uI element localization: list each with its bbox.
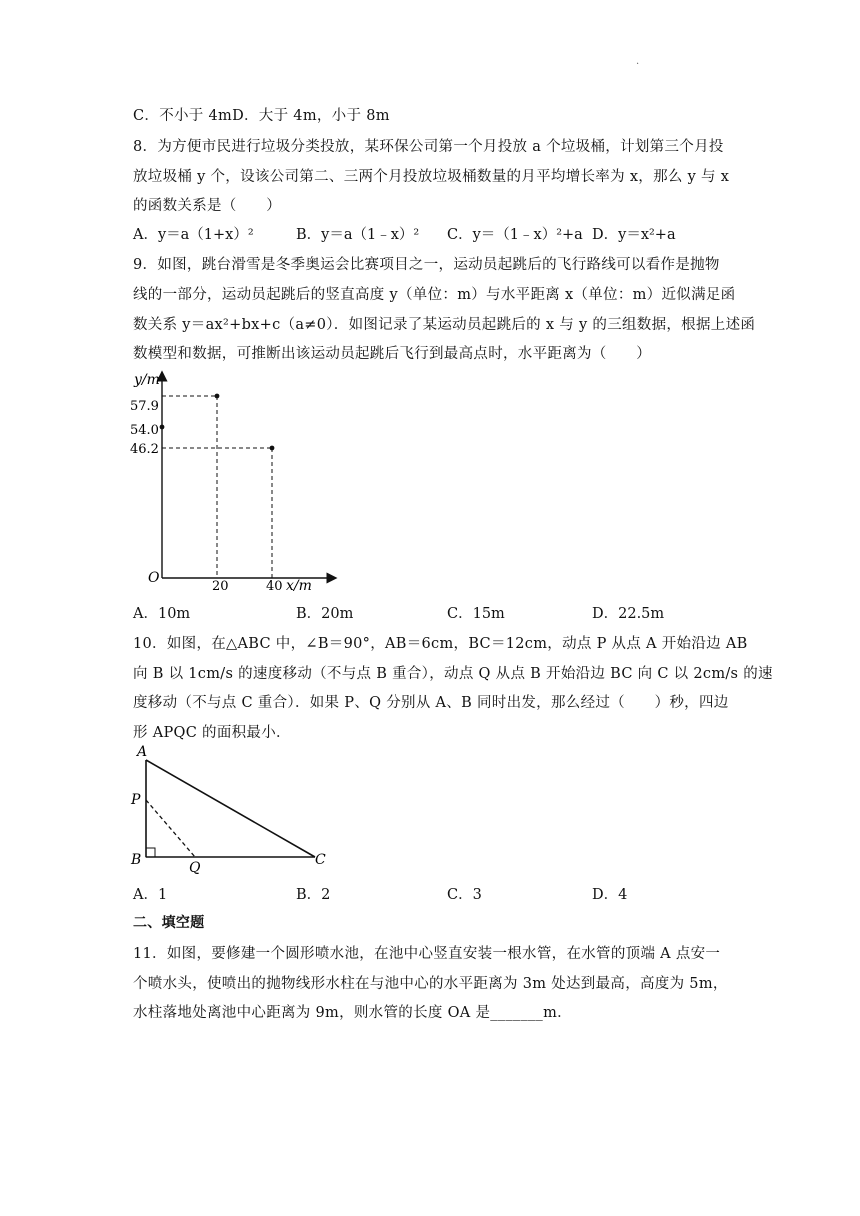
q10-triangle-figure [125, 742, 340, 877]
q8-line-3: 的函数关系是（ ） [133, 198, 281, 214]
q10-line-4: 形 APQC 的面积最小． [133, 725, 291, 741]
q9-data-marks [160, 394, 275, 578]
q10-option-c: C．3 [447, 887, 482, 903]
section-title-fill-in: 二、填空题 [133, 915, 205, 931]
q9-line-3: 数关系 y＝ax²+bx+c（a≠0）．如图记录了某运动员起跳后的 x 与 y 的三组数据，根据上述函 [133, 317, 756, 333]
q10-line-1: 10．如图，在△ABC 中，∠B＝90°，AB＝6cm，BC＝12cm，动点 P 从点 A 开始沿边 AB [133, 636, 748, 652]
data-point [270, 446, 275, 451]
label-q: Q [189, 860, 201, 876]
x-tick-label: 20 [212, 579, 229, 593]
q11-line-2: 个喷水头，使喷出的抛物线形水柱在与池中心的水平距离为 3m 处达到最高，高度为 5m， [133, 976, 728, 992]
q9-option-c: C．15m [447, 606, 505, 622]
q9-option-b: B．20m [296, 606, 354, 622]
y-tick-label: 46.2 [130, 442, 159, 457]
q7-options-tail: C．不小于 4mD．大于 4m，小于 8m [133, 108, 390, 124]
data-point [215, 394, 220, 399]
right-angle-mark [146, 848, 155, 857]
x-axis-label: x/m [286, 578, 312, 593]
label-b: B [131, 852, 142, 868]
q8-line-2: 放垃圾桶 y 个，设该公司第二、三两个月投放垃圾桶数量的月平均增长率为 x，那么 y 与 x [133, 169, 730, 185]
q9-option-d: D．22.5m [592, 606, 665, 622]
q10-line-3: 度移动（不与点 C 重合）．如果 P、Q 分别从 A、B 同时出发，那么经过（ ）秒，四边 [133, 695, 729, 711]
q10-option-b: B．2 [296, 887, 331, 903]
y-axis-label: y/m [134, 372, 160, 388]
y-tick-label: 54.0 [130, 423, 159, 438]
origin-label: O [148, 570, 160, 586]
q8-option-b: B．y＝a（1﹣x）² [296, 227, 420, 243]
q9-graph [120, 368, 350, 593]
q9-option-a: A．10m [133, 606, 191, 622]
data-point [160, 425, 165, 430]
q8-option-d: D．y＝x²+a [592, 227, 676, 243]
q10-option-a: A．1 [133, 887, 168, 903]
x-tick-label: 40 [266, 579, 283, 593]
q8-option-a: A．y＝a（1+x）² [133, 227, 254, 243]
page-mark: . [636, 56, 640, 67]
q9-line-1: 9．如图，跳台滑雪是冬季奥运会比赛项目之一，运动员起跳后的飞行路线可以看作是抛物 [133, 257, 720, 273]
y-tick-label: 57.9 [130, 399, 159, 414]
label-p: P [131, 792, 141, 808]
q8-line-1: 8．为方便市民进行垃圾分类投放，某环保公司第一个月投放 a 个垃圾桶，计划第三个月投 [133, 139, 724, 155]
q9-line-2: 线的一部分，运动员起跳后的竖直高度 y（单位：m）与水平距离 x（单位：m）近似满足函 [133, 287, 736, 303]
label-a: A [137, 744, 148, 760]
q9-line-4: 数模型和数据，可推断出该运动员起跳后飞行到最高点时，水平距离为（ ） [133, 346, 651, 362]
side-ac [146, 760, 315, 857]
q10-option-d: D．4 [592, 887, 628, 903]
label-c: C [315, 852, 326, 868]
q11-line-1: 11．如图，要修建一个圆形喷水池，在池中心竖直安装一根水管，在水管的顶端 A 点安一 [133, 946, 721, 962]
q8-option-c: C．y＝（1﹣x）²+a [447, 227, 583, 243]
q10-line-2: 向 B 以 1cm/s 的速度移动（不与点 B 重合），动点 Q 从点 B 开始沿边 BC 向 C 以 2cm/s 的速 [133, 666, 773, 682]
q11-line-3: 水柱落地处离池中心距离为 9m，则水管的长度 OA 是_______m． [133, 1005, 572, 1021]
